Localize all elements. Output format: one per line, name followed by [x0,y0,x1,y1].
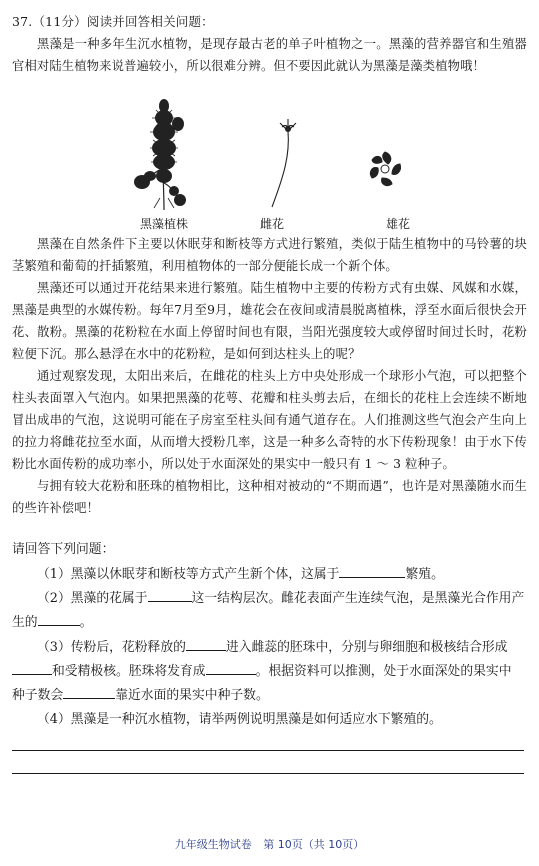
plant-illustration [120,98,208,213]
paragraph-observation: 通过观察发现，太阳出来后，在雌花的柱头上方中央处形成一个球形小气泡，可以把整个柱头表面罩入气泡内。如果把黑藻的花萼、花瓣和柱头剪去后，在细长的花柱上会连续不断地冒出成串的气泡，这说明可能在子房室至柱头间有通气道存在。人们推测这些气泡会产生向上的拉力将雌花拉至水面，从而增大授粉几率，这是一种多么奇特的水下传粉现象！由于水下传粉比水面传粉的成功率小，所以处于水面深处的果实中一般只有 1 ～ 3 粒种子。 [12,369,527,471]
page-footer [0,836,539,852]
footer-exam-name: 九年级生物试卷 [174,838,252,851]
q1-text-a: （1）黑藻以休眠芽和断枝等方式产生新个体，这属于 [37,567,340,582]
questions-prompt: 请回答下列问题： [12,542,115,557]
q1-blank[interactable] [339,563,405,578]
question-title: 37.（11分）阅读并回答相关问题： [12,14,214,29]
q3-text-f: 靠近水面的果实中种子数。 [115,688,269,703]
q3-text-a: （3）传粉后，花粉释放的 [37,640,186,655]
question-2-cont [12,611,527,635]
q3-blank-1[interactable] [186,636,226,651]
q2-text-a: （2）黑藻的花属于 [37,591,148,606]
q2-text-b: 这一结构层次。雌花表面产生连续气泡，是黑藻光合作用产 [191,591,525,606]
intro-paragraph: 黑藻是一种多年生沉水植物，是现存最古老的单子叶植物之一。黑藻的营养器官和生殖器官相对陆生植物来说普遍较小，所以很难分辨。但不要因此就认为黑藻是藻类植物哦！ [12,37,527,73]
question-2 [12,587,527,611]
female-flower-caption: 雌花 [260,217,285,231]
q2-text-c: 生的 [12,615,38,630]
footer-page-number: 第 10页（共 10页） [263,838,365,851]
question-4: （4）黑藻是一种沉水植物，请举两例说明黑藻是如何适应水下繁殖的。 [37,712,442,727]
q2-blank-2[interactable] [38,611,80,626]
female-flower-illustration [258,115,308,210]
q3-blank-2[interactable] [12,660,52,675]
answer-line-1[interactable] [12,750,524,751]
paragraph-vegetative: 黑藻在自然条件下主要以休眠芽和断枝等方式进行繁殖，类似于陆生植物中的马铃薯的块茎繁殖和葡萄的扦插繁殖，利用植物体的一部分便能长成一个新个体。 [12,237,527,273]
q3-text-b: 进入雌蕊的胚珠中，分别与卵细胞和极核结合形成 [225,640,508,655]
question-3-cont-2 [12,684,527,708]
answer-line-2[interactable] [12,773,524,774]
q2-text-d: 。 [79,615,93,630]
q3-text-c: 和受精极核。胚珠将发育成 [52,664,206,679]
male-flower-caption: 雄花 [386,217,411,231]
plant-caption: 黑藻植株 [140,217,189,231]
question-3 [12,636,527,660]
q2-blank-1[interactable] [148,587,192,602]
q3-blank-4[interactable] [63,684,115,699]
paragraph-conclusion: 与拥有较大花粉和胚珠的植物相比，这种相对被动的“不期而遇”，也许是对黑藻随水而生的些许补偿吧！ [12,479,527,515]
question-1 [12,563,527,587]
q3-text-e: 种子数会 [12,688,64,703]
q1-text-b: 繁殖。 [405,567,444,582]
question-3-cont-1 [12,660,527,684]
q3-blank-3[interactable] [206,660,256,675]
male-flower-illustration [364,148,406,190]
q3-text-d: 。根据资料可以推测，处于水面深处的果实中 [255,664,512,679]
paragraph-pollination: 黑藻还可以通过开花结果来进行繁殖。陆生植物中主要的传粉方式有虫媒、风媒和水媒，黑藻是典型的水媒传粉。每年7月至9月，雄花会在夜间或清晨脱离植株，浮至水面后很快会开花、散粉。黑藻的花粉粒在水面上停留时间也有限，当阳光强度较大或停留时间过长时，花粉粒便下沉。那么悬浮在水中的花粉粒，是如何到达柱头上的呢？ [12,281,527,361]
